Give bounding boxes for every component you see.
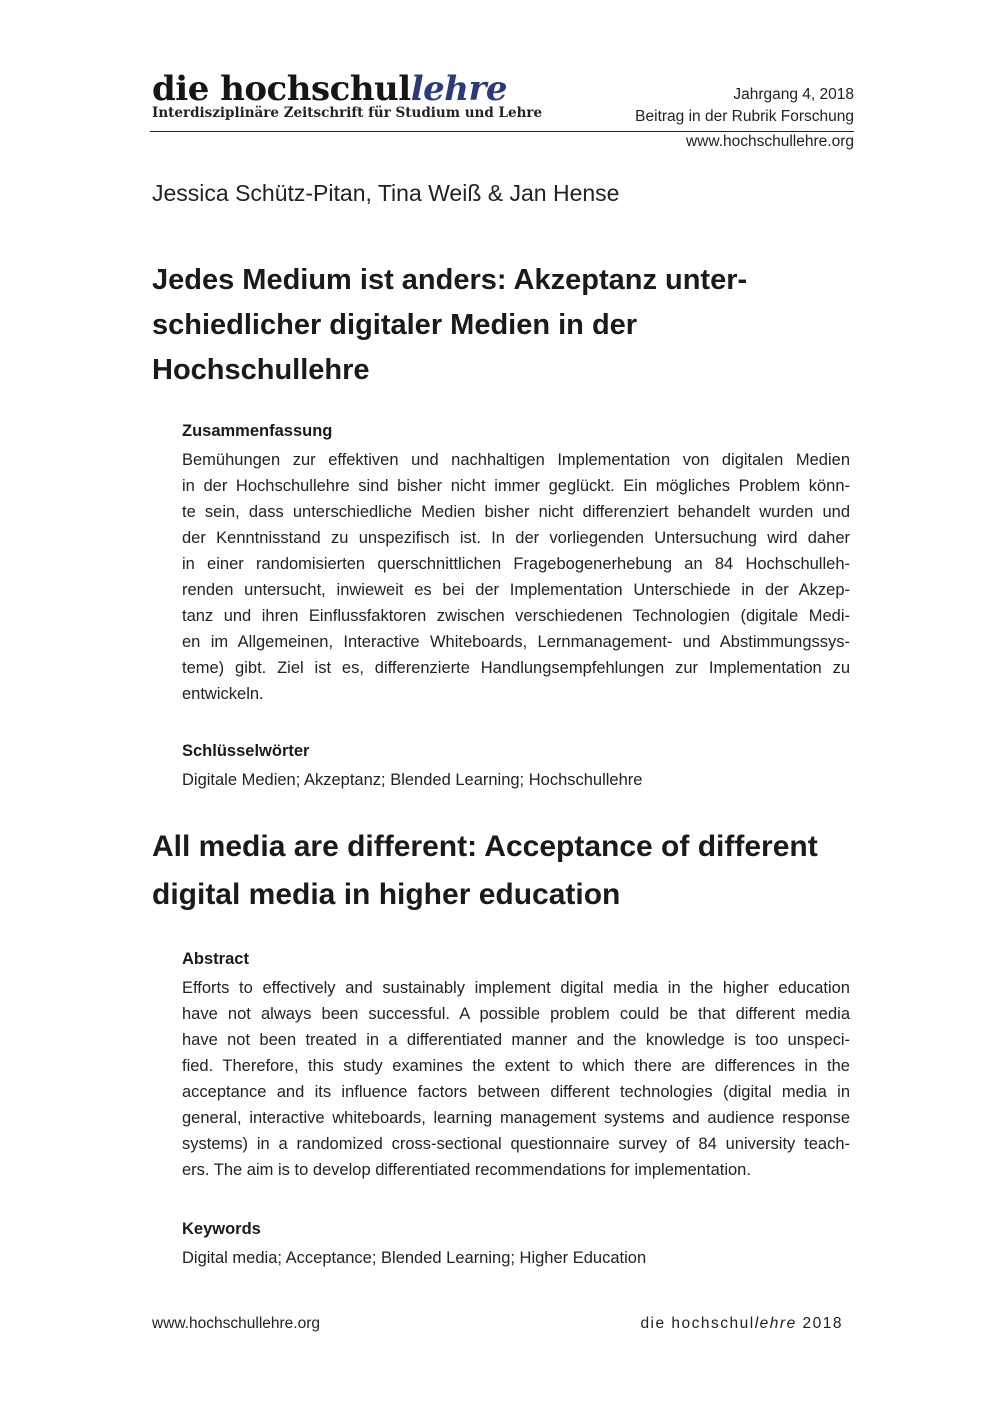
journal-tagline: Interdisziplinäre Zeitschrift für Studium und Lehre	[152, 105, 543, 121]
keywords-en-section	[182, 1220, 850, 1271]
article-title-en: All media are different: Acceptance of different digital media in higher education	[152, 830, 818, 911]
summary-heading: Zusammenfassung	[182, 422, 333, 440]
abstract-section	[182, 950, 850, 1183]
header-divider	[150, 131, 854, 132]
summary-text: Bemühungen zur effektiven und nachhaltigen Implementation von digitalen Medien in der Hochschullehre sind bisher nicht immer geglückt. Ein mögliches Problem könn- te sein, dass unterschiedliche Medien bisher nicht differenziert behandelt wurden und der Kenntnisstand zu unspezifisch ist. In der vorliegenden Untersuchung wird daher in einer randomisierten querschnittlichen Fragebogenerhebung an 84 Hochschulleh- renden untersucht, inwieweit es bei der Implementation Unterschiede in der Akzep- tanz und ihren Einflussfaktoren zwischen verschiedenen Technologien (digitale Medi- en im Allgemeinen, Interactive Whiteboards, Lernmanagement- und Abstimmungssys- teme) gibt. Ziel ist es, differenzierte Handlungsempfehlungen zur Implementation zu entwickeln.	[182, 451, 850, 703]
footer-journal: die hochschullehre 2018	[640, 1315, 843, 1332]
journal-logo: die hochschullehre	[152, 69, 507, 109]
author-list: Jessica Schütz-Pitan, Tina Weiß & Jan Hense	[152, 180, 620, 206]
keywords-de: Digitale Medien; Akzeptanz; Blended Learning; Hochschullehre	[182, 771, 643, 789]
keywords-heading-de: Schlüsselwörter	[182, 742, 310, 760]
article-title-de: Jedes Medium ist anders: Akzeptanz unter- schiedlicher digitaler Medien in der Hochschullehre	[152, 264, 748, 386]
volume-year: Jahrgang 4, 2018	[733, 86, 854, 103]
keywords-en: Digital media; Acceptance; Blended Learning; Higher Education	[182, 1249, 647, 1267]
issue-info	[635, 84, 854, 128]
keywords-de-section	[182, 742, 850, 793]
journal-masthead	[152, 70, 542, 121]
abstract-heading: Abstract	[182, 950, 249, 968]
summary-section	[182, 422, 850, 707]
header-url: www.hochschullehre.org	[685, 133, 854, 150]
keywords-heading-en: Keywords	[182, 1220, 261, 1238]
footer-url: www.hochschullehre.org	[152, 1315, 321, 1332]
abstract-text: Efforts to effectively and sustainably implement digital media in the higher education have not always been successful. A possible problem could be that different media have not been treated in a differentiated manner and the knowledge is too unspeci- fied. Therefore, this study examines the extent to which there are differences in the acceptance and its influence factors between different technologies (digital media in general, interactive whiteboards, learning management systems and audience response systems) in a randomized cross-sectional questionnaire survey of 84 university teach- ers. The aim is to develop differentiated recommendations for implementation.	[182, 979, 850, 1179]
rubric-label: Beitrag in der Rubrik Forschung	[635, 108, 854, 125]
